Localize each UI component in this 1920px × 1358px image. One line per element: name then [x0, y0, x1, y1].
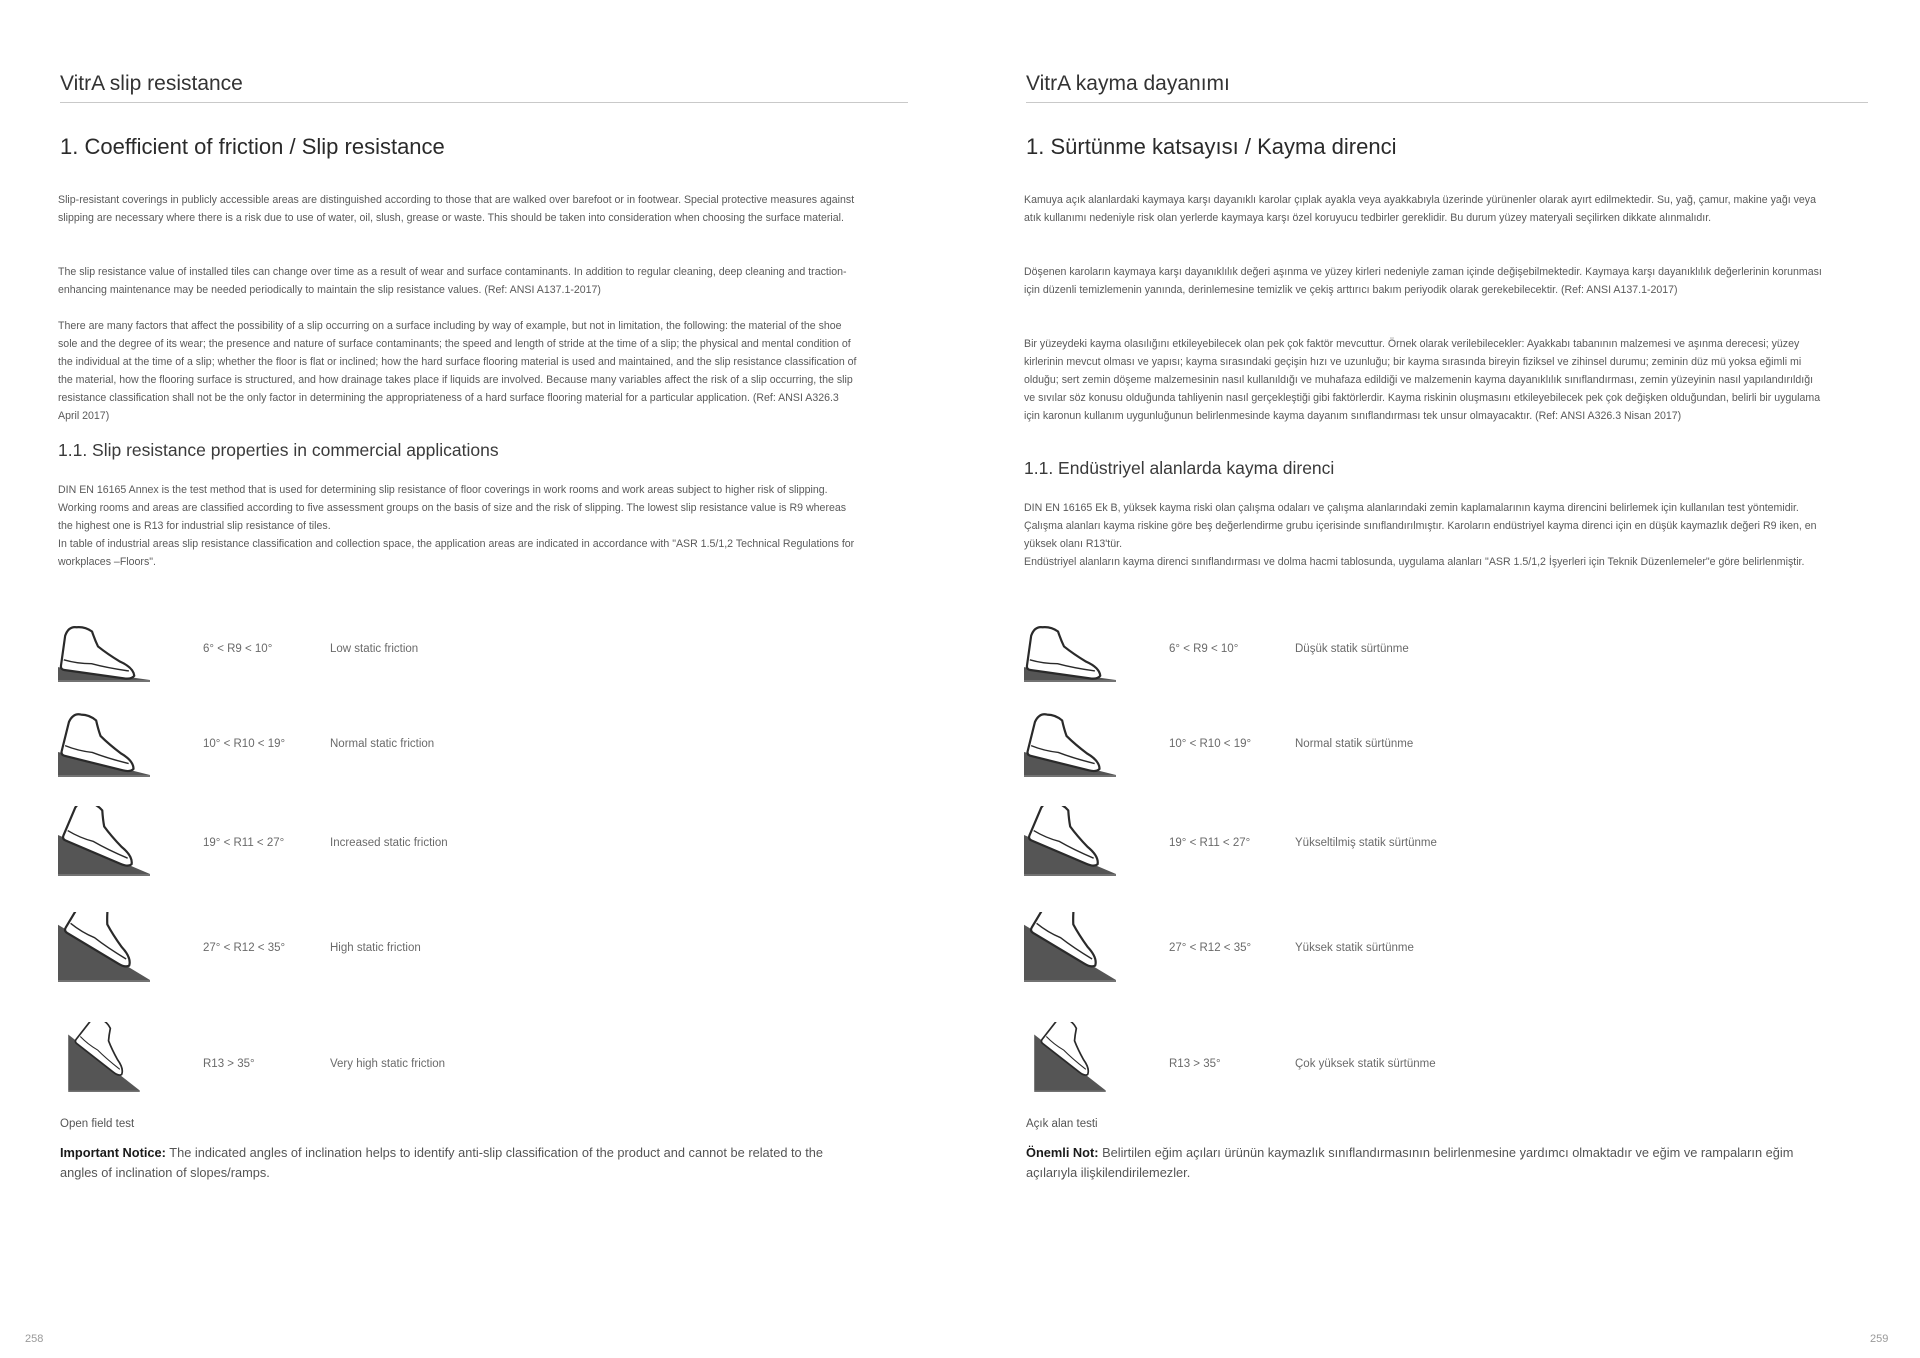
rating-range: 27° < R12 < 35°	[203, 942, 286, 954]
notice-text: Belirtilen eğim açıları ürünün kaymazlık sınıflandırmasının belirlenmesine yardımcı olmaktadır ve eğim ve rampaların eğim açılarıyla ilişkilendirilemezler.	[1026, 1145, 1794, 1180]
shoe-on-slope-icon	[58, 612, 150, 682]
rating-description: Increased static friction	[330, 837, 448, 849]
important-notice	[60, 1143, 860, 1183]
rating-description: Düşük statik sürtünme	[1295, 643, 1409, 655]
right-page	[960, 0, 1920, 1358]
paragraph-1: Kamuya açık alanlardaki kaymaya karşı dayanıklı karolar çıplak ayakla veya ayakkabıyla üzerinde yürünenler olarak ayırt edilmektedir. Su, yağ, çamur, makine yağı veya atık kullanımı nedeniyle risk olan yerlerde kaymaya karşı özel koruyucu tedbirler gereklidir. Bu durum yüzey materyali seçilirken dikkate alınmalıdır.	[1024, 194, 1816, 224]
rating-range: 10° < R10 < 19°	[203, 738, 286, 750]
subsection-paragraph: DIN EN 16165 Ek B, yüksek kayma riski olan çalışma odaları ve çalışma alanlarındaki zemin kaplamalarının kayma direncini belirlemek için kullanılan test yöntemidir. Çalışma alanları kayma riskine göre beş değerlendirme grubu içerisinde sınıflandırılmıştır. Karoların endüstriyel kayma direnci için en düşük kaymazlık değeri R9 iken, en yüksek olanı R13'tür. Endüstriyel alanların kayma direnci sınıflandırması ve dolma hacmi tablosunda, uygulama alanları "ASR 1.5/1,2 İşyerleri için Teknik Düzenlemeler"e göre belirlenmiştir.	[1024, 502, 1817, 568]
figure-caption: Open field test	[60, 1118, 135, 1130]
shoe-on-slope-icon	[58, 912, 150, 982]
rating-range: 27° < R12 < 35°	[1169, 942, 1252, 954]
shoe-on-slope-icon	[1024, 707, 1116, 777]
rating-range: R13 > 35°	[1169, 1058, 1221, 1070]
shoe-on-slope-icon	[1024, 806, 1116, 876]
figure-caption: Açık alan testi	[1026, 1118, 1098, 1130]
rating-range: R13 > 35°	[203, 1058, 255, 1070]
rating-range: 19° < R11 < 27°	[203, 837, 285, 849]
shoe-on-slope-icon	[58, 707, 150, 777]
rating-range: 6° < R9 < 10°	[203, 643, 273, 655]
rating-description: Very high static friction	[330, 1058, 446, 1070]
paragraph-3: Bir yüzeydeki kayma olasılığını etkileyebilecek olan pek çok faktör mevcuttur. Örnek olarak verilebilecekler: Ayakkabı tabanının malzemesi ve aşınma derecesi; yüzey kirlerinin mevcut olması ve yapısı; kayma sırasındaki geçişin hızı ve uzunluğu; bir kayma sırasında bireyin fiziksel ve zihinsel durumu; zeminin düz mü yoksa eğimli mi olduğu; sert zemin döşeme malzemesinin nasıl kullanıldığı ve muhafaza edildiği ve malzemenin kayma dayanıklılık sınıflandırması, zemin yüzeyinin nasıl yapılandırıldığı ve sıvılar söz konusu olduğunda tahliyenin nasıl gerçekleştiği gibi faktörlerdir. Kayma riskinin oluşmasını etkileyebilecek pek çok değişken olduğundan, belirli bir uygulama için karonun kullanım uygunluğunun belirlenmesinde kayma dayanım sınıflandırması tek unsur olmayacaktır. (Ref: ANSI A326.3 Nisan 2017)	[1024, 338, 1821, 422]
important-notice	[1026, 1143, 1826, 1183]
page-header: VitrA kayma dayanımı	[1026, 72, 1868, 103]
shoe-on-slope-icon	[1024, 1022, 1116, 1092]
paragraph-3: There are many factors that affect the possibility of a slip occurring on a surface including by way of example, but not in limitation, the following: the material of the shoe sole and the degree of its wear; the presence and nature of surface contaminants; the speed and length of stride at the time of a slip; the physical and mental condition of the individual at the time of a slip; whether the floor is flat or inclined; how the hard surface flooring material is used and maintained, and the slip resistance classification of the material, how the flooring surface is structured, and how drainage takes place if liquids are involved. Because many variables affect the risk of a slip occurring, the slip resistance classification shall not be the only factor in determining the appropriateness of a hard surface flooring material for a particular application. (Ref: ANSI A326.3 April 2017)	[58, 320, 857, 422]
rating-description: Normal static friction	[330, 738, 435, 750]
shoe-on-slope-icon	[58, 1022, 150, 1092]
section-title: 1. Sürtünme katsayısı / Kayma direnci	[1026, 134, 1397, 159]
page-number: 258	[25, 1333, 44, 1345]
paragraph-2: The slip resistance value of installed tiles can change over time as a result of wear and surface contaminants. In addition to regular cleaning, deep cleaning and traction-enhancing maintenance may be needed periodically to maintain the slip resistance values. (Ref: ANSI A137.1-2017)	[58, 266, 847, 296]
rating-range: 6° < R9 < 10°	[1169, 643, 1239, 655]
subsection-title: 1.1. Endüstriyel alanlarda kayma direnci	[1024, 458, 1335, 478]
rating-range: 19° < R11 < 27°	[1169, 837, 1251, 849]
paragraph-1: Slip-resistant coverings in publicly accessible areas are distinguished according to those that are walked over barefoot or in footwear. Special protective measures against slipping are necessary where there is a risk due to use of water, oil, slush, grease or waste. This should be taken into consideration when choosing the surface material.	[58, 194, 855, 224]
shoe-on-slope-icon	[1024, 612, 1116, 682]
paragraph-2: Döşenen karoların kaymaya karşı dayanıklılık değeri aşınma ve yüzey kirleri nedeniyle zaman içinde değişebilmektedir. Kaymaya karşı dayanıklılık değerlerinin korunması için düzenli temizlemenin yanında, derinlemesine temizlik ve çekiş arttırıcı bakım periyodik olarak gerekebilecektir. (Ref: ANSI A137.1-2017)	[1024, 266, 1822, 296]
rating-description: Yükseltilmiş statik sürtünme	[1295, 837, 1437, 849]
notice-label: Önemli Not:	[1026, 1145, 1099, 1160]
section-title: 1. Coefficient of friction / Slip resistance	[60, 134, 445, 159]
rating-description: Yüksek statik sürtünme	[1295, 942, 1414, 954]
shoe-on-slope-icon	[1024, 912, 1116, 982]
rating-description: Normal statik sürtünme	[1295, 738, 1414, 750]
rating-description: Çok yüksek statik sürtünme	[1295, 1058, 1436, 1070]
rating-description: High static friction	[330, 942, 421, 954]
subsection-paragraph: DIN EN 16165 Annex is the test method that is used for determining slip resistance of floor coverings in work rooms and work areas subject to higher risk of slipping. Working rooms and areas are classified according to five assessment groups on the basis of size and the risk of slipping. The lowest slip resistance value is R9 whereas the highest one is R13 for industrial slip resistance of tiles. In table of industrial areas slip resistance classification and collection space, the application areas are indicated in accordance with "ASR 1.5/1,2 Technical Regulations for workplaces –Floors".	[58, 484, 855, 568]
rating-description: Low static friction	[330, 643, 419, 655]
subsection-title: 1.1. Slip resistance properties in commercial applications	[58, 440, 499, 460]
notice-text: The indicated angles of inclination helps to identify anti-slip classification of the product and cannot be related to the angles of inclination of slopes/ramps.	[60, 1145, 824, 1180]
notice-label: Important Notice:	[60, 1145, 166, 1160]
rating-range: 10° < R10 < 19°	[1169, 738, 1252, 750]
page-header: VitrA slip resistance	[60, 72, 908, 103]
page-number: 259	[1870, 1333, 1889, 1345]
shoe-on-slope-icon	[58, 806, 150, 876]
